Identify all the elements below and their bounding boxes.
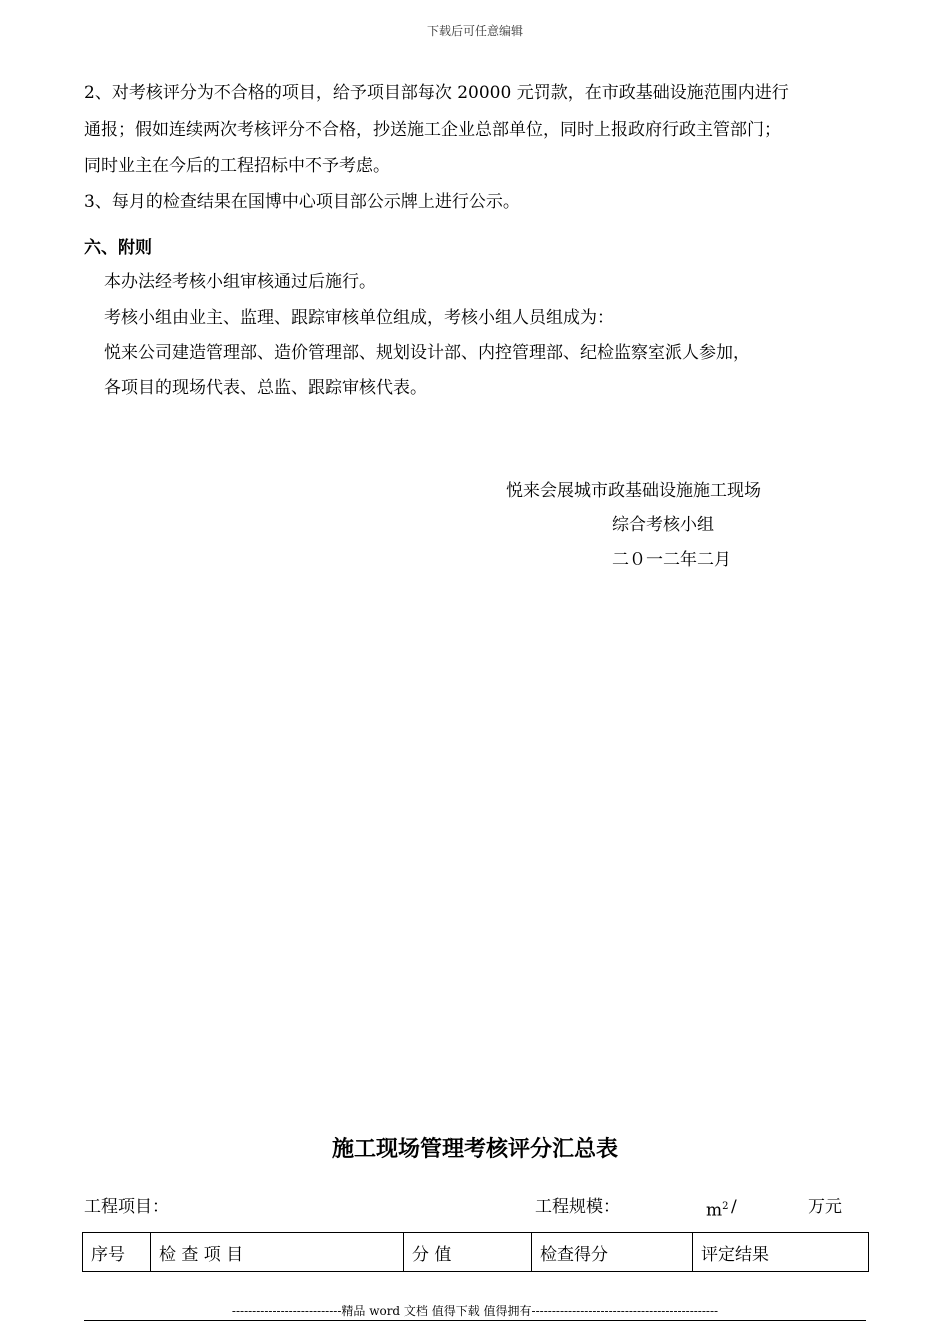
- signature-date: 二０一二年二月: [612, 550, 731, 570]
- column-header-result: 评定结果: [693, 1233, 869, 1272]
- paragraph-3: 3、每月的检查结果在国博中心项目部公示牌上进行公示。: [84, 192, 520, 212]
- area-unit: [706, 1197, 729, 1221]
- signature-org-line-2: 综合考核小组: [612, 515, 714, 535]
- paragraph-2-line-2: 通报；假如连续两次考核评分不合格，抄送施工企业总部单位，同时上报政府行政主管部门；: [84, 120, 781, 140]
- unit-separator: /: [731, 1197, 737, 1217]
- table-header-row: [83, 1233, 869, 1272]
- page-header: 下载后可任意编辑: [426, 24, 523, 38]
- annex-line-1: 本办法经考核小组审核通过后施行。: [104, 272, 376, 292]
- signature-org-line-1: 悦来会展城市政基础设施施工现场: [506, 481, 761, 501]
- paragraph-2-line-1: 2、对考核评分为不合格的项目，给予项目部每次 20000 元罚款，在市政基础设施范围内进行: [84, 83, 789, 103]
- column-header-item: 检 查 项 目: [151, 1233, 404, 1272]
- footer-divider: [84, 1320, 866, 1321]
- summary-table-title: 施工现场管理考核评分汇总表: [331, 1136, 618, 1162]
- scale-label: 工程规模：: [535, 1197, 620, 1217]
- money-unit: 万元: [808, 1197, 842, 1217]
- column-header-index: 序号: [83, 1233, 151, 1272]
- project-label: 工程项目：: [84, 1197, 169, 1217]
- annex-line-3: 悦来公司建造管理部、造价管理部、规划设计部、内控管理部、纪检监察室派人参加，: [104, 343, 750, 363]
- page-footer: ---------------------------精品 word 文档 值得下载 值得拥有----------------------------------------------: [231, 1304, 719, 1318]
- annex-line-4: 各项目的现场代表、总监、跟踪审核代表。: [104, 378, 427, 398]
- paragraph-2-line-3: 同时业主在今后的工程招标中不予考虑。: [84, 156, 390, 176]
- area-unit-base: m: [706, 1200, 723, 1221]
- column-header-checked-score: 检查得分: [532, 1233, 693, 1272]
- column-header-score-value: 分 值: [404, 1233, 532, 1272]
- annex-line-2: 考核小组由业主、监理、跟踪审核单位组成，考核小组人员组成为：: [104, 308, 614, 328]
- area-unit-superscript: 2: [722, 1201, 729, 1212]
- section-heading-annex: 六、附则: [84, 238, 152, 258]
- summary-table: [82, 1232, 869, 1272]
